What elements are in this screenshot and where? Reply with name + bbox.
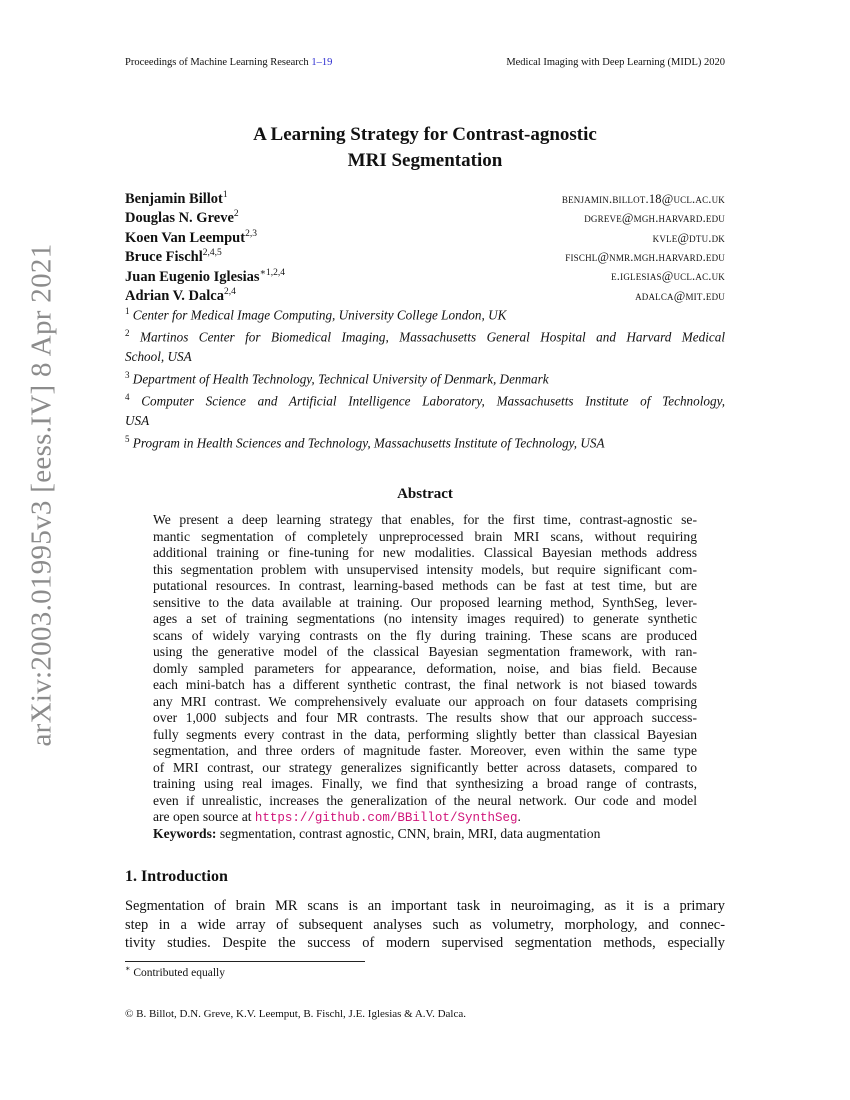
author-name-text: Koen Van Leemput bbox=[125, 229, 246, 246]
keywords-label: Keywords: bbox=[153, 826, 217, 841]
affiliation-text: Program in Health Sciences and Technology, Massachusetts Institute of Technology, USA bbox=[132, 434, 605, 450]
abstract-line: segmentation, and three orders of magnitude faster. Moreover, even within the same type bbox=[153, 743, 697, 758]
author-list bbox=[125, 186, 725, 302]
affiliation-line bbox=[125, 302, 725, 324]
author-name-text: Adrian V. Dalca bbox=[125, 287, 224, 304]
author-affiliation-mark: 2,3 bbox=[245, 228, 257, 239]
abstract-line: even if unrealistic, increases the generalization of the neural network. Our code and model bbox=[153, 792, 697, 808]
author-email[interactable]: fischl@nmr.mgh.harvard.edu bbox=[565, 250, 725, 264]
affiliation-text: Center for Medical Image Computing, University College London, UK bbox=[132, 307, 507, 323]
abstract-line: ages a set of training segmentations (no intensity images required) to generate synthetic bbox=[153, 611, 697, 626]
abstract-line: We present a deep learning strategy that enables, for the first time, contrast-agnostic se- bbox=[153, 512, 697, 527]
keywords-text: segmentation, contrast agnostic, CNN, brain, MRI, data augmentation bbox=[216, 826, 601, 841]
section-heading-introduction: 1. Introduction bbox=[125, 868, 228, 885]
abstract-line: of MRI contrast, our strategy generalizes significantly better across datasets, compared to bbox=[153, 759, 697, 775]
intro-line: Segmentation of brain MR scans is an important task in neuroimaging, as it is a primary bbox=[125, 898, 725, 914]
author-name-text: Benjamin Billot bbox=[125, 190, 223, 207]
proceedings-text: Proceedings of Machine Learning Research bbox=[125, 57, 312, 68]
abstract-line: any MRI contrast. We comprehensively evaluate our approach on four datasets comprising bbox=[153, 693, 697, 709]
abstract-body bbox=[153, 512, 697, 827]
affiliation-text: Martinos Center for Biomedical Imaging, Massachusetts General Hospital and Harvard Medical bbox=[139, 329, 726, 345]
affiliation-number: 3 bbox=[125, 369, 130, 380]
abstract-heading: Abstract bbox=[397, 486, 453, 502]
author-row bbox=[125, 283, 725, 302]
arxiv-stamp: arXiv:2003.01995v3 [eess.IV] 8 Apr 2021 bbox=[25, 243, 58, 747]
author-email[interactable]: benjamin.billot.18@ucl.ac.uk bbox=[561, 191, 725, 206]
intro-line: tivity studies. Despite the success of modern supervised segmentation methods, especially bbox=[125, 935, 725, 951]
affiliation-number: 5 bbox=[125, 433, 130, 444]
author-affiliation-mark: 1 bbox=[222, 190, 228, 200]
affiliation-text: USA bbox=[125, 412, 150, 428]
author-affiliation-mark: 2 bbox=[233, 209, 239, 220]
affiliation-text: Computer Science and Artificial Intelligence Laboratory, Massachusetts Institute of Technology, bbox=[141, 393, 725, 409]
affiliation-text: School, USA bbox=[125, 348, 192, 364]
abstract-line: scans of widely varying contrasts on the fly during training. These scans are produced bbox=[153, 627, 697, 643]
affiliation-line bbox=[125, 366, 725, 388]
copyright-notice: © B. Billot, D.N. Greve, K.V. Leemput, B. Fischl, J.E. Iglesias & A.V. Dalca. bbox=[125, 1008, 466, 1020]
author-affiliation-mark: 2,4,5 bbox=[202, 248, 222, 259]
abstract-line: each mini-batch has a different synthetic contrast, the final network is not biased towards bbox=[153, 677, 697, 692]
abstract-line: domly sampled parameters for appearance, deformation, noise, and bias field. Because bbox=[153, 660, 697, 676]
author-affiliation-mark: ∗1,2,4 bbox=[259, 267, 286, 278]
affiliation-number: 1 bbox=[125, 306, 130, 316]
title-line: MRI Segmentation bbox=[347, 150, 503, 171]
abstract-line bbox=[153, 809, 697, 827]
footnote-text: Contributed equally bbox=[130, 966, 225, 979]
affiliation-number: 2 bbox=[125, 328, 130, 339]
title-line: A Learning Strategy for Contrast-agnostic bbox=[253, 124, 597, 145]
footnote-rule bbox=[125, 961, 365, 962]
intro-line: step in a wide array of subsequent analyses such as volumetry, morphology, and connec- bbox=[125, 916, 725, 933]
footnote bbox=[125, 964, 225, 979]
author-row bbox=[125, 205, 725, 227]
author-row bbox=[125, 264, 725, 283]
author-affiliation-mark: 2,4 bbox=[223, 286, 236, 297]
abstract-line: additional training or fine-tuning for new modalities. Classical Bayesian methods address bbox=[153, 545, 697, 560]
affiliation-text: Department of Health Technology, Technical University of Denmark, Denmark bbox=[132, 371, 549, 387]
author-row bbox=[125, 244, 725, 263]
affiliation-list bbox=[125, 302, 725, 452]
abstract-line: this segmentation problem with unsupervised intensity models, but require significant com- bbox=[153, 561, 697, 577]
author-name-text: Juan Eugenio Iglesias bbox=[125, 268, 260, 285]
abstract-line: fully segments every contrast in the data, performing slightly better than classical Bayesian bbox=[153, 726, 697, 742]
abstract-line: using the generative model of the classical Bayesian segmentation framework, with ran- bbox=[153, 644, 697, 659]
introduction-body bbox=[125, 897, 725, 953]
affiliation-line bbox=[125, 411, 725, 430]
abstract-line: putational resources. In contrast, learning-based methods can be fast at test time, but are bbox=[153, 578, 697, 593]
author-name-text: Douglas N. Greve bbox=[125, 210, 234, 227]
abstract-text: . bbox=[517, 809, 521, 824]
running-header-left bbox=[125, 57, 332, 68]
keywords bbox=[153, 826, 600, 842]
abstract-line: sensitive to the data available at training. Our proposed learning method, SynthSeg, lever- bbox=[153, 594, 697, 610]
affiliation-line bbox=[125, 388, 725, 410]
author-name-text: Bruce Fischl bbox=[125, 249, 203, 265]
running-header-right: Medical Imaging with Deep Learning (MIDL) 2020 bbox=[506, 57, 725, 68]
code-repository-link[interactable]: https://github.com/BBillot/SynthSeg bbox=[254, 811, 518, 825]
author-email[interactable]: adalca@mit.edu bbox=[635, 288, 725, 303]
page-range-link[interactable]: 1–19 bbox=[311, 57, 333, 68]
abstract-line: training using real images. Finally, we find that synthesizing a broad range of contrasts, bbox=[153, 776, 697, 791]
abstract-line: mantic segmentation of completely unpreprocessed brain MRI scans, without requiring bbox=[153, 528, 697, 544]
affiliation-line bbox=[125, 324, 725, 346]
footnote-mark: ∗ bbox=[125, 964, 131, 973]
author-email[interactable]: kvle@dtu.dk bbox=[652, 230, 725, 245]
affiliation-number: 4 bbox=[125, 392, 130, 403]
author-row bbox=[125, 186, 725, 205]
affiliation-line bbox=[125, 347, 725, 366]
author-email[interactable]: e.iglesias@ucl.ac.uk bbox=[611, 269, 725, 284]
paper-title bbox=[0, 122, 850, 174]
author-email[interactable]: dgreve@mgh.harvard.edu bbox=[584, 211, 725, 226]
affiliation-line bbox=[125, 430, 725, 452]
abstract-text: are open source at bbox=[153, 809, 255, 824]
abstract-line: over 1,000 subjects and four MR contrasts. The results show that our approach success- bbox=[153, 710, 697, 725]
